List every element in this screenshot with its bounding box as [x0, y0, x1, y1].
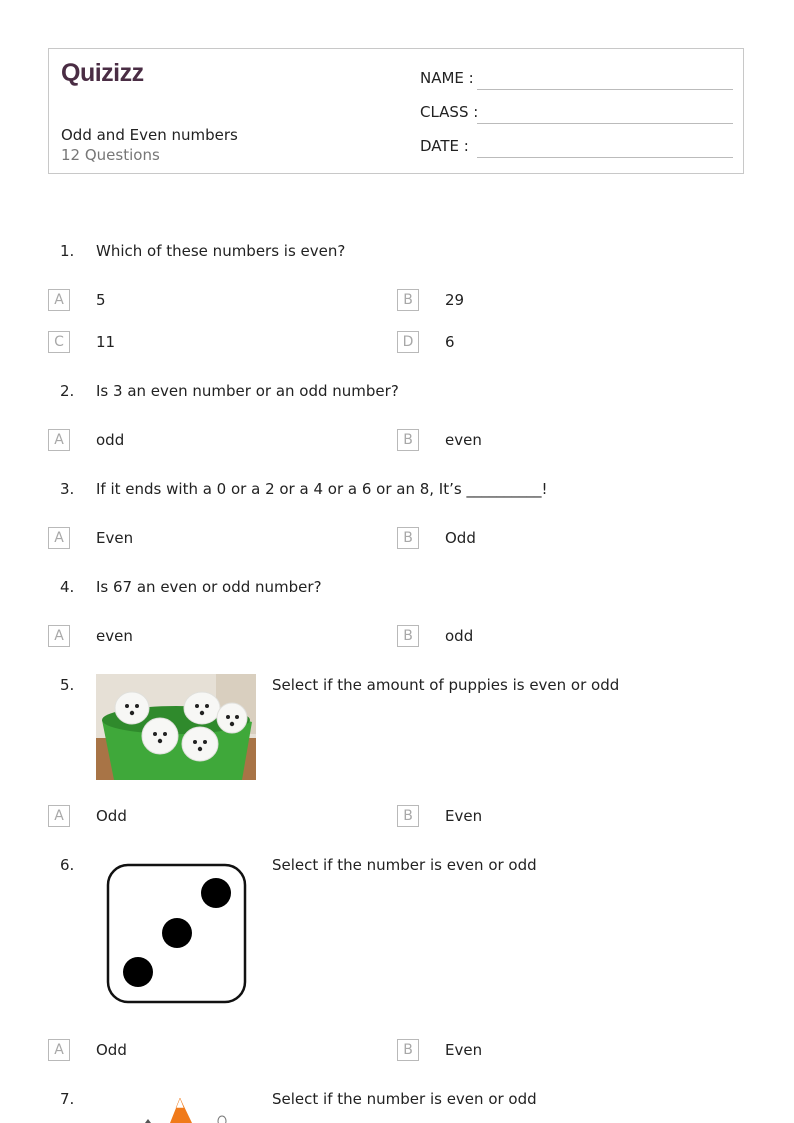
dice-image — [106, 863, 248, 1005]
question-number: 2. — [60, 382, 75, 400]
option-text: 6 — [445, 333, 455, 351]
puppies-photo — [96, 674, 256, 780]
option-text: Even — [445, 807, 483, 825]
option-letter[interactable]: A — [48, 429, 70, 451]
question-text: Which of these numbers is even? — [96, 242, 346, 260]
option-text: even — [445, 431, 482, 449]
worksheet-title: Odd and Even numbers — [61, 126, 238, 144]
option-text: even — [96, 627, 133, 645]
class-line[interactable] — [477, 123, 733, 124]
question-count: 12 Questions — [61, 146, 160, 164]
option-text: Even — [96, 529, 134, 547]
option-letter[interactable]: A — [48, 289, 70, 311]
worksheet-header — [48, 48, 744, 174]
option-letter[interactable]: A — [48, 805, 70, 827]
question-text: Select if the amount of puppies is even or odd — [272, 676, 620, 694]
question-text: Select if the number is even or odd — [272, 856, 537, 874]
question-number: 3. — [60, 480, 75, 498]
option-text: 11 — [96, 333, 116, 351]
question-number: 7. — [60, 1090, 75, 1108]
question-number: 5. — [60, 676, 75, 694]
option-text: 5 — [96, 291, 106, 309]
question-text: Is 3 an even number or an odd number? — [96, 382, 399, 400]
option-letter[interactable]: B — [397, 289, 419, 311]
option-letter[interactable]: B — [397, 625, 419, 647]
question-text: If it ends with a 0 or a 2 or a 4 or a 6 or an 8, It’s __________! — [96, 480, 548, 498]
date-label: DATE : — [420, 137, 469, 155]
option-text: odd — [96, 431, 125, 449]
candy-corn-icon — [130, 1094, 240, 1123]
candy-corn-picture — [130, 1094, 240, 1123]
question-number: 4. — [60, 578, 75, 596]
option-letter[interactable]: A — [48, 1039, 70, 1061]
question-number: 1. — [60, 242, 75, 260]
option-text: 29 — [445, 291, 465, 309]
option-text: Even — [445, 1041, 483, 1059]
date-line[interactable] — [477, 157, 733, 158]
class-label: CLASS : — [420, 103, 479, 121]
question-text: Is 67 an even or odd number? — [96, 578, 322, 596]
option-text: Odd — [445, 529, 476, 547]
name-label: NAME : — [420, 69, 474, 87]
option-letter[interactable]: B — [397, 805, 419, 827]
option-letter[interactable]: D — [397, 331, 419, 353]
dice-icon — [106, 863, 248, 1005]
puppies-illustration — [96, 674, 256, 780]
option-letter[interactable]: B — [397, 1039, 419, 1061]
name-line[interactable] — [477, 89, 733, 90]
question-text: Select if the number is even or odd — [272, 1090, 537, 1108]
option-letter[interactable]: B — [397, 527, 419, 549]
option-letter[interactable]: A — [48, 625, 70, 647]
option-letter[interactable]: A — [48, 527, 70, 549]
option-text: odd — [445, 627, 474, 645]
quizizz-logo: Quizizz — [61, 59, 144, 87]
option-letter[interactable]: C — [48, 331, 70, 353]
option-text: Odd — [96, 1041, 127, 1059]
question-number: 6. — [60, 856, 75, 874]
option-letter[interactable]: B — [397, 429, 419, 451]
option-text: Odd — [96, 807, 127, 825]
